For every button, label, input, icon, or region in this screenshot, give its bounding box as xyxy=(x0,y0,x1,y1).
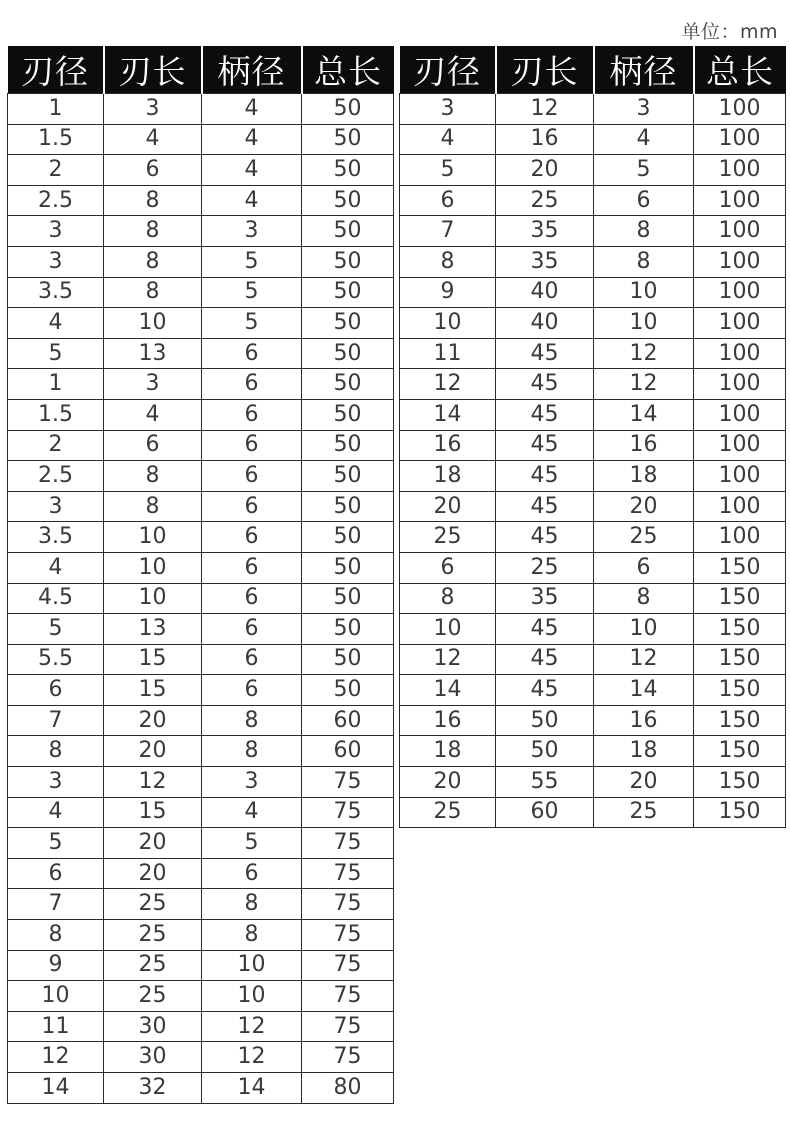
cell-overall-length: 100 xyxy=(694,155,786,186)
cell-blade-length: 35 xyxy=(496,216,594,247)
cell-overall-length: 50 xyxy=(302,308,394,339)
cell-overall-length: 100 xyxy=(694,124,786,155)
cell-overall-length: 50 xyxy=(302,675,394,706)
cell-blade-length: 8 xyxy=(104,491,202,522)
table-row xyxy=(400,94,786,125)
cell-blade-diameter: 3 xyxy=(8,491,104,522)
cell-shank-diameter: 5 xyxy=(202,277,302,308)
cell-overall-length: 100 xyxy=(694,338,786,369)
cell-blade-diameter: 5.5 xyxy=(8,644,104,675)
cell-overall-length: 50 xyxy=(302,216,394,247)
cell-overall-length: 50 xyxy=(302,644,394,675)
cell-shank-diameter: 4 xyxy=(202,124,302,155)
cell-shank-diameter: 20 xyxy=(594,491,694,522)
cell-overall-length: 150 xyxy=(694,552,786,583)
table-row xyxy=(8,644,394,675)
table-row xyxy=(400,308,786,339)
cell-overall-length: 50 xyxy=(302,461,394,492)
cell-shank-diameter: 6 xyxy=(202,675,302,706)
table-row xyxy=(8,185,394,216)
cell-shank-diameter: 4 xyxy=(202,797,302,828)
table-row xyxy=(8,1073,394,1104)
cell-blade-diameter: 3 xyxy=(8,216,104,247)
cell-blade-diameter: 6 xyxy=(8,675,104,706)
cell-blade-diameter: 16 xyxy=(400,705,496,736)
table-row xyxy=(8,614,394,645)
cell-shank-diameter: 5 xyxy=(202,246,302,277)
cell-blade-diameter: 8 xyxy=(400,246,496,277)
cell-overall-length: 150 xyxy=(694,705,786,736)
cell-overall-length: 50 xyxy=(302,124,394,155)
cell-shank-diameter: 8 xyxy=(202,705,302,736)
cell-overall-length: 75 xyxy=(302,920,394,951)
cell-overall-length: 75 xyxy=(302,1011,394,1042)
spec-table-left xyxy=(7,46,394,1104)
cell-shank-diameter: 10 xyxy=(594,308,694,339)
cell-shank-diameter: 12 xyxy=(202,1042,302,1073)
cell-overall-length: 50 xyxy=(302,552,394,583)
cell-shank-diameter: 6 xyxy=(202,552,302,583)
cell-blade-diameter: 9 xyxy=(8,950,104,981)
header-shank-diameter: 柄径 xyxy=(202,46,302,94)
cell-overall-length: 100 xyxy=(694,369,786,400)
table-row xyxy=(8,950,394,981)
cell-blade-length: 45 xyxy=(496,338,594,369)
cell-blade-diameter: 5 xyxy=(8,828,104,859)
cell-blade-diameter: 12 xyxy=(400,644,496,675)
header-row xyxy=(400,46,786,94)
cell-overall-length: 150 xyxy=(694,767,786,798)
cell-blade-length: 25 xyxy=(104,981,202,1012)
table-row xyxy=(400,583,786,614)
table-row xyxy=(400,614,786,645)
cell-blade-length: 45 xyxy=(496,522,594,553)
cell-shank-diameter: 12 xyxy=(594,644,694,675)
cell-blade-diameter: 25 xyxy=(400,797,496,828)
cell-overall-length: 75 xyxy=(302,797,394,828)
cell-overall-length: 50 xyxy=(302,369,394,400)
unit-label: 单位：mm xyxy=(681,21,778,43)
cell-overall-length: 100 xyxy=(694,94,786,125)
cell-overall-length: 100 xyxy=(694,277,786,308)
cell-blade-diameter: 4.5 xyxy=(8,583,104,614)
cell-blade-diameter: 2 xyxy=(8,155,104,186)
cell-blade-length: 4 xyxy=(104,124,202,155)
cell-blade-length: 45 xyxy=(496,644,594,675)
cell-overall-length: 75 xyxy=(302,858,394,889)
cell-shank-diameter: 4 xyxy=(202,155,302,186)
cell-blade-length: 8 xyxy=(104,246,202,277)
cell-shank-diameter: 6 xyxy=(202,522,302,553)
cell-overall-length: 100 xyxy=(694,185,786,216)
cell-blade-diameter: 3 xyxy=(400,94,496,125)
table-row xyxy=(400,522,786,553)
table-row xyxy=(8,1042,394,1073)
cell-shank-diameter: 12 xyxy=(202,1011,302,1042)
cell-blade-length: 6 xyxy=(104,430,202,461)
cell-blade-length: 10 xyxy=(104,583,202,614)
cell-blade-length: 45 xyxy=(496,399,594,430)
cell-overall-length: 50 xyxy=(302,491,394,522)
cell-blade-diameter: 16 xyxy=(400,430,496,461)
cell-blade-diameter: 2 xyxy=(8,430,104,461)
cell-overall-length: 50 xyxy=(302,399,394,430)
cell-shank-diameter: 10 xyxy=(594,277,694,308)
cell-blade-length: 8 xyxy=(104,185,202,216)
cell-blade-diameter: 3.5 xyxy=(8,277,104,308)
cell-blade-diameter: 4 xyxy=(8,552,104,583)
table-row xyxy=(8,124,394,155)
cell-blade-diameter: 11 xyxy=(8,1011,104,1042)
cell-blade-length: 13 xyxy=(104,614,202,645)
cell-blade-length: 32 xyxy=(104,1073,202,1104)
cell-blade-diameter: 6 xyxy=(400,552,496,583)
cell-blade-diameter: 7 xyxy=(400,216,496,247)
cell-blade-length: 35 xyxy=(496,246,594,277)
cell-blade-length: 3 xyxy=(104,94,202,125)
cell-shank-diameter: 14 xyxy=(594,675,694,706)
cell-shank-diameter: 8 xyxy=(202,920,302,951)
cell-shank-diameter: 8 xyxy=(594,216,694,247)
cell-blade-diameter: 8 xyxy=(8,920,104,951)
cell-overall-length: 60 xyxy=(302,705,394,736)
table-row xyxy=(8,338,394,369)
table-row xyxy=(8,277,394,308)
cell-blade-diameter: 11 xyxy=(400,338,496,369)
cell-overall-length: 100 xyxy=(694,216,786,247)
cell-shank-diameter: 8 xyxy=(594,583,694,614)
cell-overall-length: 50 xyxy=(302,94,394,125)
cell-blade-length: 25 xyxy=(496,552,594,583)
cell-blade-length: 25 xyxy=(496,185,594,216)
cell-blade-length: 20 xyxy=(496,155,594,186)
cell-blade-diameter: 3.5 xyxy=(8,522,104,553)
cell-overall-length: 150 xyxy=(694,614,786,645)
cell-blade-length: 3 xyxy=(104,369,202,400)
table-row xyxy=(8,308,394,339)
cell-overall-length: 50 xyxy=(302,277,394,308)
table-row xyxy=(400,185,786,216)
cell-overall-length: 100 xyxy=(694,491,786,522)
cell-blade-diameter: 12 xyxy=(8,1042,104,1073)
table-row xyxy=(8,1011,394,1042)
header-blade-diameter: 刃径 xyxy=(400,46,496,94)
cell-blade-diameter: 20 xyxy=(400,491,496,522)
header-row xyxy=(8,46,394,94)
cell-overall-length: 100 xyxy=(694,308,786,339)
cell-overall-length: 75 xyxy=(302,1042,394,1073)
table-row xyxy=(8,583,394,614)
table-row xyxy=(8,399,394,430)
table-row xyxy=(400,552,786,583)
cell-blade-diameter: 18 xyxy=(400,736,496,767)
table-row xyxy=(400,277,786,308)
table-row xyxy=(400,246,786,277)
cell-blade-diameter: 1.5 xyxy=(8,124,104,155)
cell-shank-diameter: 12 xyxy=(594,338,694,369)
cell-blade-diameter: 7 xyxy=(8,705,104,736)
cell-blade-length: 50 xyxy=(496,705,594,736)
cell-blade-diameter: 1.5 xyxy=(8,399,104,430)
table-row xyxy=(8,828,394,859)
cell-blade-diameter: 4 xyxy=(400,124,496,155)
header-overall-length: 总长 xyxy=(694,46,786,94)
cell-shank-diameter: 6 xyxy=(202,399,302,430)
cell-shank-diameter: 4 xyxy=(594,124,694,155)
cell-blade-length: 10 xyxy=(104,308,202,339)
cell-blade-length: 4 xyxy=(104,399,202,430)
table-row xyxy=(8,522,394,553)
table-row xyxy=(400,705,786,736)
cell-overall-length: 150 xyxy=(694,644,786,675)
cell-blade-length: 13 xyxy=(104,338,202,369)
cell-overall-length: 150 xyxy=(694,583,786,614)
cell-blade-diameter: 1 xyxy=(8,94,104,125)
cell-shank-diameter: 14 xyxy=(202,1073,302,1104)
cell-blade-diameter: 5 xyxy=(8,614,104,645)
table-row xyxy=(400,369,786,400)
header-blade-diameter: 刃径 xyxy=(8,46,104,94)
cell-blade-length: 35 xyxy=(496,583,594,614)
cell-blade-length: 15 xyxy=(104,644,202,675)
table-row xyxy=(8,797,394,828)
cell-blade-length: 8 xyxy=(104,461,202,492)
table-row xyxy=(400,338,786,369)
cell-overall-length: 50 xyxy=(302,430,394,461)
cell-blade-diameter: 14 xyxy=(400,399,496,430)
cell-blade-length: 60 xyxy=(496,797,594,828)
cell-blade-diameter: 5 xyxy=(8,338,104,369)
table-row xyxy=(8,246,394,277)
table-row xyxy=(8,767,394,798)
cell-blade-diameter: 8 xyxy=(8,736,104,767)
cell-shank-diameter: 6 xyxy=(202,614,302,645)
table-row xyxy=(8,216,394,247)
cell-shank-diameter: 6 xyxy=(202,461,302,492)
table-row xyxy=(8,858,394,889)
cell-overall-length: 50 xyxy=(302,522,394,553)
cell-blade-diameter: 10 xyxy=(400,308,496,339)
cell-blade-diameter: 9 xyxy=(400,277,496,308)
cell-blade-diameter: 7 xyxy=(8,889,104,920)
cell-overall-length: 100 xyxy=(694,246,786,277)
table-row xyxy=(8,981,394,1012)
table-row xyxy=(8,155,394,186)
cell-shank-diameter: 16 xyxy=(594,430,694,461)
table-row xyxy=(400,461,786,492)
cell-blade-diameter: 2.5 xyxy=(8,185,104,216)
cell-blade-length: 30 xyxy=(104,1042,202,1073)
table-row xyxy=(400,124,786,155)
cell-blade-length: 45 xyxy=(496,461,594,492)
cell-shank-diameter: 16 xyxy=(594,705,694,736)
cell-shank-diameter: 8 xyxy=(594,246,694,277)
cell-shank-diameter: 3 xyxy=(202,216,302,247)
cell-overall-length: 50 xyxy=(302,155,394,186)
table-row xyxy=(400,399,786,430)
cell-blade-length: 50 xyxy=(496,736,594,767)
cell-blade-diameter: 2.5 xyxy=(8,461,104,492)
cell-blade-length: 15 xyxy=(104,797,202,828)
cell-blade-length: 20 xyxy=(104,828,202,859)
table-row xyxy=(8,889,394,920)
cell-blade-length: 16 xyxy=(496,124,594,155)
table-row xyxy=(400,430,786,461)
cell-shank-diameter: 10 xyxy=(202,981,302,1012)
cell-shank-diameter: 10 xyxy=(594,614,694,645)
cell-shank-diameter: 8 xyxy=(202,889,302,920)
table-row xyxy=(8,705,394,736)
cell-blade-diameter: 1 xyxy=(8,369,104,400)
cell-overall-length: 150 xyxy=(694,797,786,828)
cell-blade-length: 45 xyxy=(496,430,594,461)
cell-overall-length: 80 xyxy=(302,1073,394,1104)
table-row xyxy=(400,491,786,522)
cell-overall-length: 50 xyxy=(302,185,394,216)
cell-blade-length: 45 xyxy=(496,369,594,400)
cell-overall-length: 50 xyxy=(302,338,394,369)
cell-overall-length: 60 xyxy=(302,736,394,767)
cell-blade-diameter: 10 xyxy=(8,981,104,1012)
cell-blade-length: 10 xyxy=(104,552,202,583)
table-row xyxy=(8,491,394,522)
table-row xyxy=(8,461,394,492)
cell-shank-diameter: 6 xyxy=(202,644,302,675)
cell-blade-diameter: 20 xyxy=(400,767,496,798)
header-blade-length: 刃长 xyxy=(496,46,594,94)
cell-blade-length: 15 xyxy=(104,675,202,706)
cell-blade-diameter: 14 xyxy=(8,1073,104,1104)
cell-blade-diameter: 10 xyxy=(400,614,496,645)
cell-overall-length: 50 xyxy=(302,583,394,614)
cell-shank-diameter: 6 xyxy=(594,552,694,583)
cell-blade-length: 45 xyxy=(496,491,594,522)
cell-blade-diameter: 12 xyxy=(400,369,496,400)
cell-shank-diameter: 6 xyxy=(202,858,302,889)
cell-shank-diameter: 10 xyxy=(202,950,302,981)
table-row xyxy=(8,430,394,461)
cell-shank-diameter: 18 xyxy=(594,736,694,767)
cell-blade-length: 8 xyxy=(104,277,202,308)
cell-shank-diameter: 3 xyxy=(594,94,694,125)
cell-blade-length: 12 xyxy=(104,767,202,798)
cell-shank-diameter: 6 xyxy=(202,369,302,400)
cell-blade-length: 20 xyxy=(104,858,202,889)
cell-blade-diameter: 25 xyxy=(400,522,496,553)
cell-blade-diameter: 18 xyxy=(400,461,496,492)
table-row xyxy=(8,675,394,706)
cell-blade-length: 6 xyxy=(104,155,202,186)
table-row xyxy=(8,920,394,951)
cell-shank-diameter: 5 xyxy=(594,155,694,186)
cell-overall-length: 75 xyxy=(302,981,394,1012)
cell-shank-diameter: 3 xyxy=(202,767,302,798)
cell-blade-length: 40 xyxy=(496,277,594,308)
table-row xyxy=(400,216,786,247)
header-overall-length: 总长 xyxy=(302,46,394,94)
table-row xyxy=(400,767,786,798)
cell-blade-length: 30 xyxy=(104,1011,202,1042)
cell-blade-diameter: 8 xyxy=(400,583,496,614)
cell-shank-diameter: 12 xyxy=(594,369,694,400)
cell-blade-length: 8 xyxy=(104,216,202,247)
cell-overall-length: 75 xyxy=(302,950,394,981)
cell-shank-diameter: 4 xyxy=(202,94,302,125)
cell-overall-length: 100 xyxy=(694,399,786,430)
cell-shank-diameter: 18 xyxy=(594,461,694,492)
table-row xyxy=(8,736,394,767)
cell-shank-diameter: 25 xyxy=(594,522,694,553)
cell-blade-length: 45 xyxy=(496,614,594,645)
cell-overall-length: 100 xyxy=(694,522,786,553)
cell-shank-diameter: 6 xyxy=(202,491,302,522)
cell-blade-length: 10 xyxy=(104,522,202,553)
cell-overall-length: 50 xyxy=(302,614,394,645)
cell-blade-diameter: 4 xyxy=(8,308,104,339)
table-row xyxy=(400,644,786,675)
cell-blade-length: 25 xyxy=(104,889,202,920)
cell-shank-diameter: 25 xyxy=(594,797,694,828)
cell-shank-diameter: 6 xyxy=(594,185,694,216)
cell-shank-diameter: 8 xyxy=(202,736,302,767)
table-row xyxy=(400,736,786,767)
cell-blade-length: 25 xyxy=(104,920,202,951)
cell-blade-length: 40 xyxy=(496,308,594,339)
header-shank-diameter: 柄径 xyxy=(594,46,694,94)
cell-overall-length: 100 xyxy=(694,430,786,461)
cell-overall-length: 75 xyxy=(302,889,394,920)
cell-blade-diameter: 3 xyxy=(8,246,104,277)
cell-overall-length: 150 xyxy=(694,675,786,706)
spec-table-right xyxy=(399,46,786,828)
cell-blade-diameter: 5 xyxy=(400,155,496,186)
cell-shank-diameter: 20 xyxy=(594,767,694,798)
cell-shank-diameter: 6 xyxy=(202,583,302,614)
table-row xyxy=(400,797,786,828)
cell-shank-diameter: 5 xyxy=(202,828,302,859)
cell-shank-diameter: 6 xyxy=(202,430,302,461)
cell-blade-length: 55 xyxy=(496,767,594,798)
cell-shank-diameter: 6 xyxy=(202,338,302,369)
table-row xyxy=(8,94,394,125)
cell-blade-diameter: 14 xyxy=(400,675,496,706)
cell-blade-length: 45 xyxy=(496,675,594,706)
cell-blade-diameter: 3 xyxy=(8,767,104,798)
cell-shank-diameter: 5 xyxy=(202,308,302,339)
table-row xyxy=(400,675,786,706)
cell-shank-diameter: 4 xyxy=(202,185,302,216)
cell-blade-diameter: 6 xyxy=(400,185,496,216)
cell-blade-diameter: 4 xyxy=(8,797,104,828)
cell-blade-length: 20 xyxy=(104,736,202,767)
cell-overall-length: 150 xyxy=(694,736,786,767)
table-row xyxy=(8,369,394,400)
cell-overall-length: 75 xyxy=(302,767,394,798)
cell-shank-diameter: 14 xyxy=(594,399,694,430)
cell-overall-length: 50 xyxy=(302,246,394,277)
cell-blade-diameter: 6 xyxy=(8,858,104,889)
table-row xyxy=(8,552,394,583)
cell-blade-length: 25 xyxy=(104,950,202,981)
cell-blade-length: 20 xyxy=(104,705,202,736)
table-row xyxy=(400,155,786,186)
cell-blade-length: 12 xyxy=(496,94,594,125)
cell-overall-length: 100 xyxy=(694,461,786,492)
header-blade-length: 刃长 xyxy=(104,46,202,94)
cell-overall-length: 75 xyxy=(302,828,394,859)
